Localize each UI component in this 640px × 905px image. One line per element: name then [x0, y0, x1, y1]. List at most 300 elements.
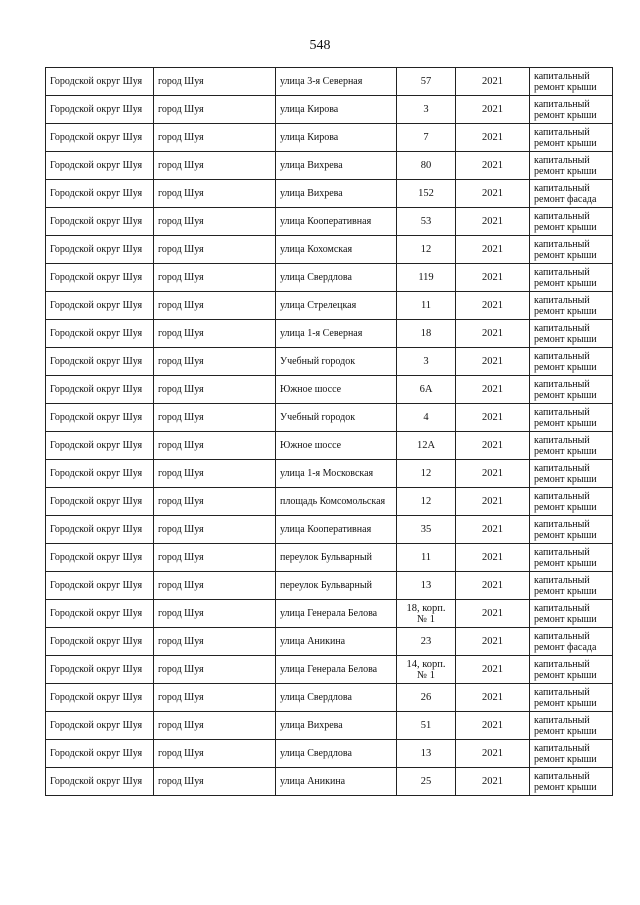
- cell-house-number: [397, 460, 456, 488]
- cell-street-text: улица Свердлова: [280, 748, 352, 759]
- cell-street: [276, 712, 397, 740]
- cell-work-type: [530, 152, 613, 180]
- cell-street-text: Учебный городок: [280, 356, 356, 367]
- cell-house-number: [397, 124, 456, 152]
- cell-year-text: 2021: [482, 720, 503, 731]
- cell-year: [456, 684, 530, 712]
- cell-city: [154, 236, 276, 264]
- cell-city: [154, 320, 276, 348]
- cell-work-type: [530, 432, 613, 460]
- cell-city-text: город Шуя: [158, 412, 204, 423]
- cell-work-type-text: капитальный ремонт крыши: [534, 350, 597, 373]
- cell-house-number-text: 26: [420, 692, 432, 703]
- cell-district: [46, 264, 154, 292]
- cell-district: [46, 572, 154, 600]
- cell-city: [154, 684, 276, 712]
- cell-year-text: 2021: [482, 384, 503, 395]
- cell-city-text: город Шуя: [158, 580, 204, 591]
- table-row: [46, 124, 613, 152]
- cell-city: [154, 432, 276, 460]
- cell-district: [46, 96, 154, 124]
- cell-work-type: [530, 320, 613, 348]
- cell-work-type-text: капитальный ремонт крыши: [534, 266, 597, 289]
- cell-year-text: 2021: [482, 188, 503, 199]
- cell-street: [276, 544, 397, 572]
- table-row: [46, 404, 613, 432]
- cell-year-text: 2021: [482, 776, 503, 787]
- cell-district: [46, 544, 154, 572]
- cell-district-text: Городской округ Шуя: [50, 664, 143, 675]
- records-table: [45, 67, 613, 796]
- cell-street: [276, 264, 397, 292]
- cell-city: [154, 544, 276, 572]
- cell-work-type: [530, 516, 613, 544]
- cell-year-text: 2021: [482, 328, 503, 339]
- cell-district-text: Городской округ Шуя: [50, 132, 143, 143]
- cell-house-number-text: 25: [420, 776, 432, 787]
- cell-district-text: Городской округ Шуя: [50, 748, 143, 759]
- cell-street: [276, 348, 397, 376]
- cell-year-text: 2021: [482, 496, 503, 507]
- cell-year-text: 2021: [482, 216, 503, 227]
- cell-year-text: 2021: [482, 608, 503, 619]
- cell-street: [276, 376, 397, 404]
- cell-city-text: город Шуя: [158, 552, 204, 563]
- cell-city-text: город Шуя: [158, 132, 204, 143]
- cell-street: [276, 124, 397, 152]
- cell-house-number-text: 12: [420, 468, 432, 479]
- cell-city-text: город Шуя: [158, 776, 204, 787]
- cell-house-number-text: 3: [423, 104, 429, 115]
- cell-work-type: [530, 180, 613, 208]
- cell-work-type: [530, 236, 613, 264]
- table-row: [46, 96, 613, 124]
- cell-city: [154, 488, 276, 516]
- cell-district-text: Городской округ Шуя: [50, 160, 143, 171]
- records-table-body: [46, 68, 613, 796]
- table-row: [46, 572, 613, 600]
- cell-city: [154, 656, 276, 684]
- cell-house-number: [397, 712, 456, 740]
- cell-street-text: Южное шоссе: [280, 384, 342, 395]
- cell-street-text: улица Стрелецкая: [280, 300, 357, 311]
- cell-street: [276, 684, 397, 712]
- cell-work-type-text: капитальный ремонт крыши: [534, 210, 597, 233]
- cell-street-text: улица Вихрева: [280, 188, 343, 199]
- cell-city-text: город Шуя: [158, 244, 204, 255]
- cell-city-text: город Шуя: [158, 76, 204, 87]
- cell-city-text: город Шуя: [158, 496, 204, 507]
- cell-district-text: Городской округ Шуя: [50, 440, 143, 451]
- cell-year: [456, 180, 530, 208]
- cell-work-type-text: капитальный ремонт крыши: [534, 518, 597, 541]
- cell-district: [46, 488, 154, 516]
- cell-house-number: [397, 208, 456, 236]
- cell-year: [456, 96, 530, 124]
- cell-house-number-text: 53: [420, 216, 432, 227]
- cell-street: [276, 600, 397, 628]
- cell-house-number: [397, 656, 456, 684]
- cell-year-text: 2021: [482, 524, 503, 535]
- cell-year-text: 2021: [482, 636, 503, 647]
- cell-district-text: Городской округ Шуя: [50, 468, 143, 479]
- cell-house-number-text: 6А: [419, 384, 433, 395]
- cell-district-text: Городской округ Шуя: [50, 356, 143, 367]
- cell-street: [276, 96, 397, 124]
- cell-work-type-text: капитальный ремонт крыши: [534, 714, 597, 737]
- cell-district-text: Городской округ Шуя: [50, 272, 143, 283]
- cell-district: [46, 68, 154, 96]
- table-row: [46, 600, 613, 628]
- cell-city-text: город Шуя: [158, 328, 204, 339]
- cell-district: [46, 432, 154, 460]
- cell-year-text: 2021: [482, 244, 503, 255]
- cell-work-type-text: капитальный ремонт крыши: [534, 602, 597, 625]
- cell-work-type: [530, 712, 613, 740]
- cell-district: [46, 656, 154, 684]
- cell-street: [276, 740, 397, 768]
- cell-work-type-text: капитальный ремонт крыши: [534, 770, 597, 793]
- cell-year: [456, 572, 530, 600]
- cell-district: [46, 600, 154, 628]
- cell-year: [456, 124, 530, 152]
- cell-street: [276, 292, 397, 320]
- cell-district: [46, 152, 154, 180]
- cell-street-text: улица Свердлова: [280, 692, 352, 703]
- table-row: [46, 768, 613, 796]
- cell-district: [46, 348, 154, 376]
- cell-year-text: 2021: [482, 748, 503, 759]
- cell-street: [276, 68, 397, 96]
- cell-year: [456, 376, 530, 404]
- cell-year: [456, 208, 530, 236]
- cell-house-number-text: 18: [420, 328, 432, 339]
- cell-year-text: 2021: [482, 440, 503, 451]
- table-row: [46, 432, 613, 460]
- cell-work-type: [530, 544, 613, 572]
- cell-house-number: [397, 68, 456, 96]
- cell-work-type-text: капитальный ремонт крыши: [534, 322, 597, 345]
- cell-work-type-text: капитальный ремонт крыши: [534, 238, 597, 261]
- cell-street-text: улица Вихрева: [280, 720, 343, 731]
- cell-city: [154, 740, 276, 768]
- cell-year: [456, 404, 530, 432]
- cell-street: [276, 768, 397, 796]
- cell-year: [456, 264, 530, 292]
- cell-street: [276, 460, 397, 488]
- cell-city: [154, 348, 276, 376]
- cell-house-number: [397, 376, 456, 404]
- cell-year: [456, 68, 530, 96]
- table-row: [46, 516, 613, 544]
- cell-house-number: [397, 572, 456, 600]
- cell-house-number: [397, 432, 456, 460]
- cell-street: [276, 656, 397, 684]
- cell-work-type-text: капитальный ремонт крыши: [534, 490, 597, 513]
- cell-year: [456, 600, 530, 628]
- cell-year-text: 2021: [482, 580, 503, 591]
- table-row: [46, 348, 613, 376]
- cell-house-number-text: 7: [423, 132, 429, 143]
- cell-street: [276, 432, 397, 460]
- cell-work-type: [530, 264, 613, 292]
- cell-work-type: [530, 684, 613, 712]
- cell-street-text: улица 1-я Московская: [280, 468, 374, 479]
- cell-street-text: улица Генерала Белова: [280, 664, 378, 675]
- cell-house-number-text: 12: [420, 244, 432, 255]
- cell-city-text: город Шуя: [158, 720, 204, 731]
- cell-house-number: [397, 292, 456, 320]
- cell-street: [276, 208, 397, 236]
- cell-year: [456, 628, 530, 656]
- cell-city: [154, 376, 276, 404]
- cell-year-text: 2021: [482, 552, 503, 563]
- cell-work-type-text: капитальный ремонт крыши: [534, 98, 597, 121]
- cell-city-text: город Шуя: [158, 440, 204, 451]
- cell-street-text: улица Вихрева: [280, 160, 343, 171]
- cell-house-number: [397, 348, 456, 376]
- cell-street-text: улица Кооперативная: [280, 216, 372, 227]
- cell-year-text: 2021: [482, 664, 503, 675]
- cell-work-type: [530, 404, 613, 432]
- table-row: [46, 208, 613, 236]
- table-row: [46, 460, 613, 488]
- cell-year: [456, 656, 530, 684]
- cell-work-type-text: капитальный ремонт крыши: [534, 378, 597, 401]
- cell-street-text: переулок Бульварный: [280, 580, 372, 591]
- cell-house-number-text: 35: [420, 524, 432, 535]
- cell-street-text: улица 3-я Северная: [280, 76, 363, 87]
- cell-year: [456, 740, 530, 768]
- cell-house-number-text: 23: [420, 636, 432, 647]
- cell-house-number: [397, 488, 456, 516]
- cell-work-type-text: капитальный ремонт крыши: [534, 434, 597, 457]
- cell-city: [154, 180, 276, 208]
- cell-street-text: Учебный городок: [280, 412, 356, 423]
- cell-city: [154, 572, 276, 600]
- cell-work-type: [530, 628, 613, 656]
- cell-city-text: город Шуя: [158, 356, 204, 367]
- cell-district: [46, 684, 154, 712]
- cell-work-type: [530, 572, 613, 600]
- cell-house-number-text: 152: [418, 188, 434, 199]
- cell-district: [46, 180, 154, 208]
- table-row: [46, 376, 613, 404]
- cell-year-text: 2021: [482, 104, 503, 115]
- cell-district-text: Городской округ Шуя: [50, 412, 143, 423]
- cell-year-text: 2021: [482, 300, 503, 311]
- cell-house-number: [397, 404, 456, 432]
- cell-work-type: [530, 124, 613, 152]
- cell-district-text: Городской округ Шуя: [50, 76, 143, 87]
- cell-district-text: Городской округ Шуя: [50, 328, 143, 339]
- cell-year: [456, 236, 530, 264]
- cell-house-number-text: 12: [420, 496, 432, 507]
- cell-house-number: [397, 236, 456, 264]
- cell-street-text: улица Генерала Белова: [280, 608, 378, 619]
- cell-house-number-text: 13: [420, 748, 432, 759]
- cell-work-type-text: капитальный ремонт крыши: [534, 574, 597, 597]
- table-row: [46, 236, 613, 264]
- cell-district-text: Городской округ Шуя: [50, 776, 143, 787]
- cell-house-number: [397, 180, 456, 208]
- cell-city-text: город Шуя: [158, 104, 204, 115]
- cell-city-text: город Шуя: [158, 300, 204, 311]
- table-row: [46, 264, 613, 292]
- cell-district-text: Городской округ Шуя: [50, 104, 143, 115]
- table-row: [46, 152, 613, 180]
- cell-house-number: [397, 152, 456, 180]
- cell-house-number: [397, 684, 456, 712]
- cell-street: [276, 404, 397, 432]
- cell-district: [46, 712, 154, 740]
- cell-work-type: [530, 488, 613, 516]
- cell-year: [456, 460, 530, 488]
- cell-district: [46, 236, 154, 264]
- cell-city-text: город Шуя: [158, 216, 204, 227]
- cell-work-type: [530, 68, 613, 96]
- cell-work-type: [530, 740, 613, 768]
- cell-city: [154, 124, 276, 152]
- cell-city: [154, 516, 276, 544]
- table-row: [46, 544, 613, 572]
- cell-district-text: Городской округ Шуя: [50, 552, 143, 563]
- page-number: 548: [309, 38, 331, 53]
- table-row: [46, 740, 613, 768]
- cell-city-text: город Шуя: [158, 636, 204, 647]
- cell-district-text: Городской округ Шуя: [50, 216, 143, 227]
- cell-district-text: Городской округ Шуя: [50, 300, 143, 311]
- cell-district-text: Городской округ Шуя: [50, 244, 143, 255]
- cell-work-type: [530, 208, 613, 236]
- cell-street-text: улица Кооперативная: [280, 524, 372, 535]
- cell-year-text: 2021: [482, 468, 503, 479]
- cell-work-type-text: капитальный ремонт крыши: [534, 406, 597, 429]
- cell-street: [276, 320, 397, 348]
- cell-city: [154, 264, 276, 292]
- cell-year-text: 2021: [482, 692, 503, 703]
- cell-house-number-text: 13: [420, 580, 432, 591]
- cell-district: [46, 376, 154, 404]
- cell-work-type-text: капитальный ремонт крыши: [534, 154, 597, 177]
- cell-work-type-text: капитальный ремонт крыши: [534, 658, 597, 681]
- cell-street: [276, 236, 397, 264]
- cell-house-number: [397, 600, 456, 628]
- cell-street: [276, 572, 397, 600]
- cell-street: [276, 628, 397, 656]
- cell-work-type: [530, 656, 613, 684]
- cell-city: [154, 712, 276, 740]
- cell-house-number: [397, 768, 456, 796]
- cell-city-text: город Шуя: [158, 188, 204, 199]
- cell-work-type: [530, 768, 613, 796]
- cell-house-number: [397, 740, 456, 768]
- cell-work-type-text: капитальный ремонт фасада: [534, 630, 597, 653]
- cell-work-type: [530, 96, 613, 124]
- cell-district: [46, 124, 154, 152]
- cell-street: [276, 180, 397, 208]
- table-row: [46, 68, 613, 96]
- cell-house-number-text: 12А: [416, 440, 436, 451]
- table-row: [46, 488, 613, 516]
- cell-work-type-text: капитальный ремонт крыши: [534, 126, 597, 149]
- table-row: [46, 320, 613, 348]
- table-row: [46, 684, 613, 712]
- cell-street-text: Южное шоссе: [280, 440, 342, 451]
- cell-work-type-text: капитальный ремонт крыши: [534, 546, 597, 569]
- cell-city-text: город Шуя: [158, 692, 204, 703]
- cell-district-text: Городской округ Шуя: [50, 636, 143, 647]
- cell-house-number: [397, 544, 456, 572]
- cell-house-number: [397, 628, 456, 656]
- table-row: [46, 628, 613, 656]
- cell-work-type: [530, 292, 613, 320]
- cell-street-text: улица Кохомская: [280, 244, 353, 255]
- cell-house-number-text: 11: [420, 300, 432, 311]
- cell-house-number-text: 119: [418, 272, 434, 283]
- cell-city: [154, 208, 276, 236]
- cell-street-text: улица Аникина: [280, 636, 346, 647]
- cell-house-number-text: 51: [420, 720, 432, 731]
- cell-district: [46, 292, 154, 320]
- table-row: [46, 180, 613, 208]
- cell-year: [456, 432, 530, 460]
- cell-city: [154, 404, 276, 432]
- cell-district-text: Городской округ Шуя: [50, 692, 143, 703]
- cell-street-text: улица Свердлова: [280, 272, 352, 283]
- cell-street: [276, 152, 397, 180]
- cell-year: [456, 768, 530, 796]
- cell-city-text: город Шуя: [158, 160, 204, 171]
- cell-city-text: город Шуя: [158, 384, 204, 395]
- cell-district: [46, 320, 154, 348]
- cell-year: [456, 544, 530, 572]
- cell-work-type-text: капитальный ремонт крыши: [534, 70, 597, 93]
- cell-district-text: Городской округ Шуя: [50, 524, 143, 535]
- cell-house-number: [397, 516, 456, 544]
- cell-street-text: переулок Бульварный: [280, 552, 372, 563]
- cell-district: [46, 768, 154, 796]
- cell-city: [154, 68, 276, 96]
- cell-year-text: 2021: [482, 356, 503, 367]
- cell-year-text: 2021: [482, 132, 503, 143]
- cell-work-type: [530, 600, 613, 628]
- cell-city-text: город Шуя: [158, 524, 204, 535]
- cell-house-number-text: 3: [423, 356, 429, 367]
- cell-district-text: Городской округ Шуя: [50, 384, 143, 395]
- cell-year: [456, 292, 530, 320]
- cell-city-text: город Шуя: [158, 608, 204, 619]
- cell-house-number-text: 80: [420, 160, 432, 171]
- cell-street-text: улица Аникина: [280, 776, 346, 787]
- table-row: [46, 292, 613, 320]
- cell-city-text: город Шуя: [158, 664, 204, 675]
- cell-work-type-text: капитальный ремонт крыши: [534, 686, 597, 709]
- cell-year-text: 2021: [482, 412, 503, 423]
- cell-district-text: Городской округ Шуя: [50, 496, 143, 507]
- cell-city-text: город Шуя: [158, 272, 204, 283]
- cell-work-type-text: капитальный ремонт крыши: [534, 462, 597, 485]
- cell-street-text: улица Кирова: [280, 104, 339, 115]
- cell-district-text: Городской округ Шуя: [50, 608, 143, 619]
- cell-work-type: [530, 460, 613, 488]
- cell-district: [46, 740, 154, 768]
- cell-year: [456, 516, 530, 544]
- cell-city: [154, 460, 276, 488]
- cell-city: [154, 768, 276, 796]
- cell-year: [456, 152, 530, 180]
- cell-district-text: Городской округ Шуя: [50, 720, 143, 731]
